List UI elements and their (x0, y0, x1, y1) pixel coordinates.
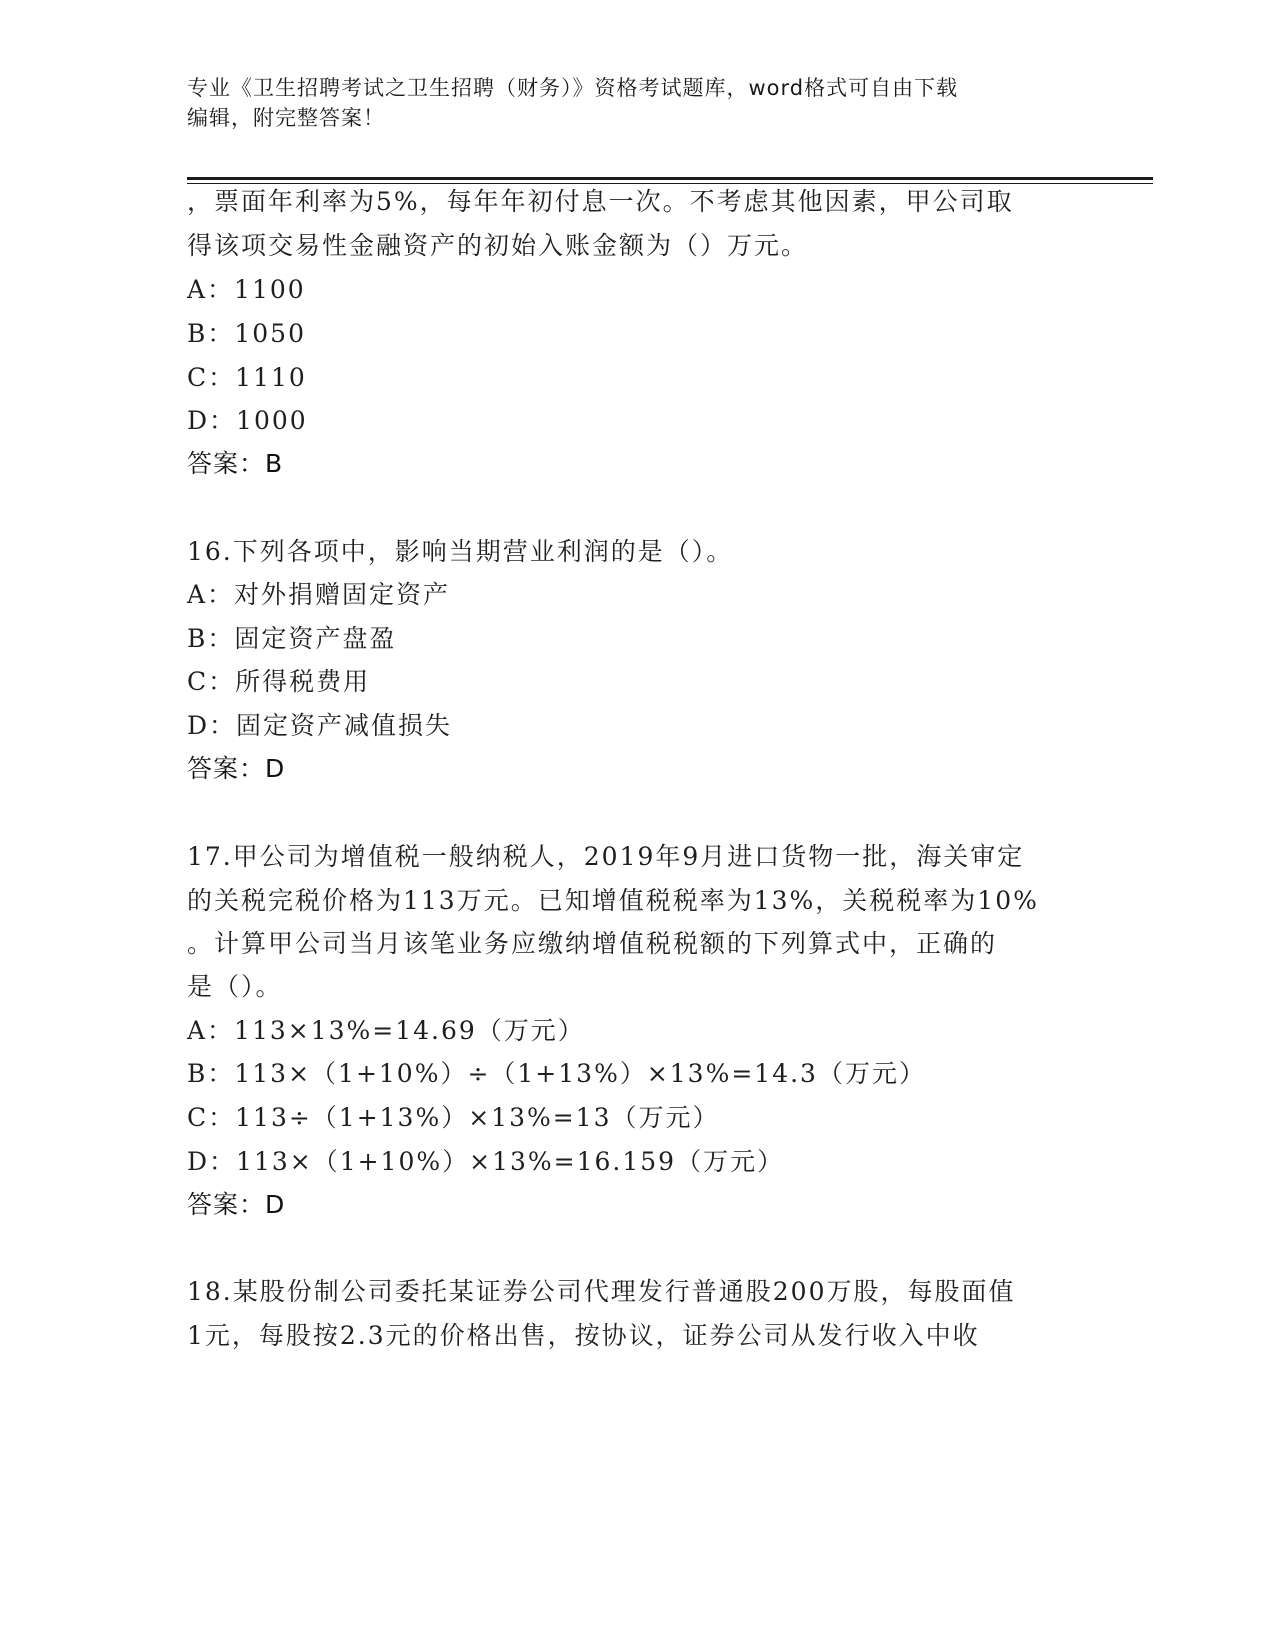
q15-text-line-2: 得该项交易性金融资产的初始入账金额为（）万元。 (187, 231, 809, 260)
header-line-2: 编辑，附完整答案！ (187, 106, 385, 130)
q17-option-c: C：113÷（1+13%）×13%=13（万元） (187, 1103, 720, 1132)
q16-option-a: A：对外捐赠固定资产 (187, 580, 451, 609)
q15-option-b: B：1050 (187, 319, 306, 348)
q17-text-line-1: 17.甲公司为增值税一般纳税人，2019年9月进口货物一批，海关审定 (187, 842, 1025, 871)
q18-text-line-2: 1元，每股按2.3元的价格出售，按协议，证券公司从发行收入中收 (187, 1321, 980, 1350)
q16-answer: 答案：D (187, 754, 286, 783)
q15-answer: 答案：B (187, 449, 284, 478)
q17-option-b: B：113×（1+10%）÷（1+13%）×13%=14.3（万元） (187, 1059, 926, 1088)
q17-answer: 答案：D (187, 1190, 286, 1219)
header-divider-thin (187, 183, 1153, 184)
q18-text-line-1: 18.某股份制公司委托某证券公司代理发行普通股200万股，每股面值 (187, 1277, 1016, 1306)
q16-option-b: B：固定资产盘盈 (187, 624, 397, 653)
q16-option-d: D：固定资产减值损失 (187, 711, 453, 740)
q17-option-d: D：113×（1+10%）×13%=16.159（万元） (187, 1147, 785, 1176)
document-header (187, 73, 1087, 133)
header-line-1: 专业《卫生招聘考试之卫生招聘（财务）》资格考试题库，word格式可自由下载 (187, 76, 959, 100)
q17-option-a: A：113×13%=14.69（万元） (187, 1016, 585, 1045)
q17-text-line-3: 。计算甲公司当月该笔业务应缴纳增值税税额的下列算式中，正确的 (187, 929, 998, 958)
q17-text-line-4: 是（）。 (187, 972, 283, 1001)
q15-text-line-1: ，票面年利率为5%，每年年初付息一次。不考虑其他因素，甲公司取 (187, 187, 1014, 216)
q15-option-d: D：1000 (187, 406, 308, 435)
q15-option-c: C：1110 (187, 363, 307, 392)
header-divider-thick (187, 177, 1153, 180)
q16-text-line-1: 16.下列各项中，影响当期营业利润的是（）。 (187, 537, 734, 566)
q17-text-line-2: 的关税完税价格为113万元。已知增值税税率为13%，关税税率为10% (187, 886, 1039, 915)
q16-option-c: C：所得税费用 (187, 667, 371, 696)
q15-option-a: A：1100 (187, 275, 306, 304)
